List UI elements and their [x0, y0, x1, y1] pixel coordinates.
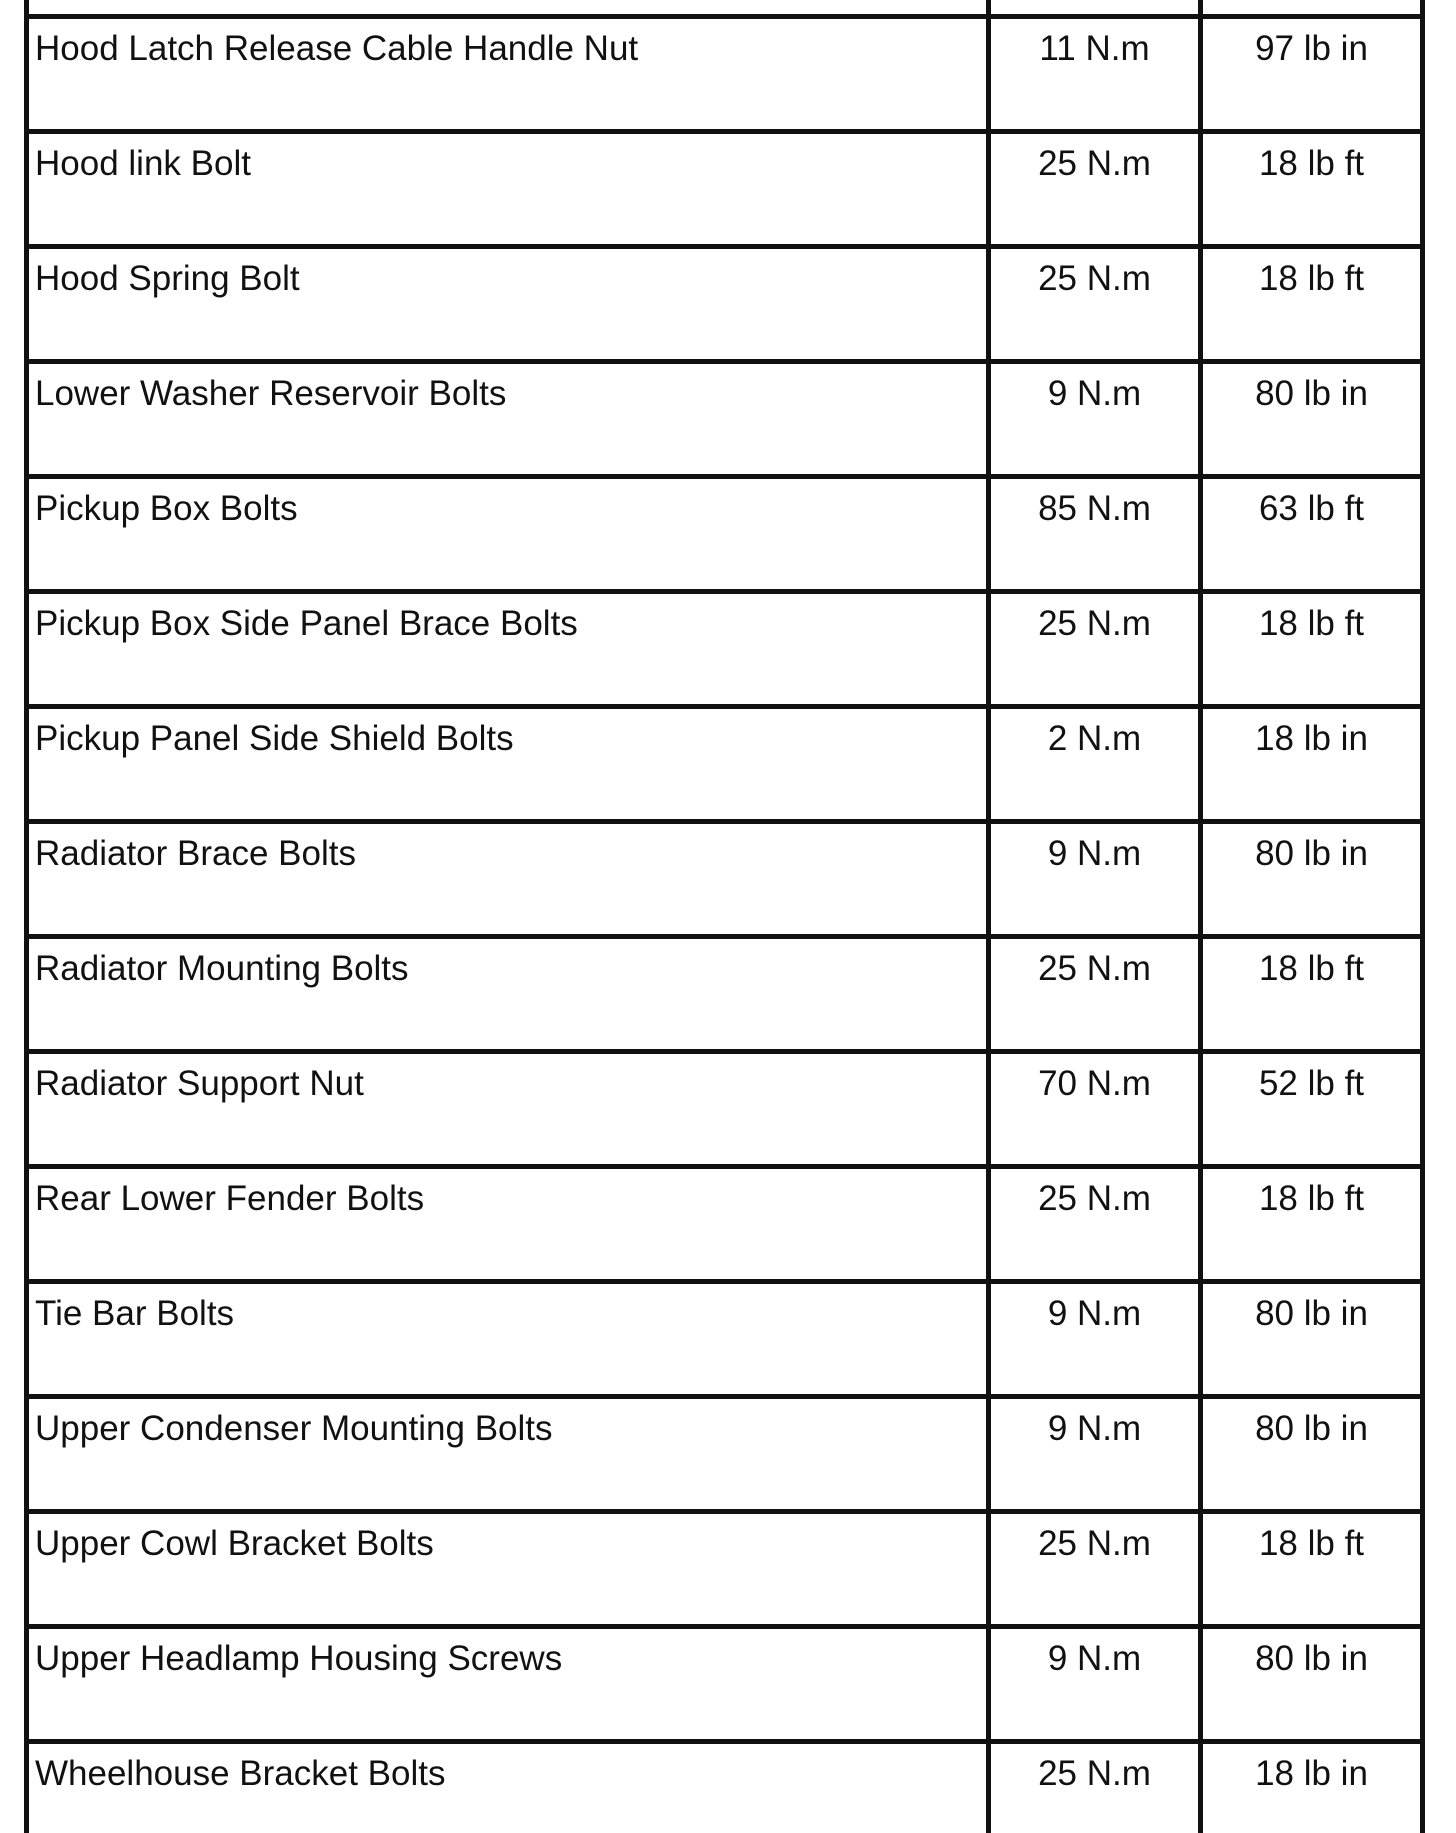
application-cell: [27, 1282, 989, 1397]
application-cell-text: Radiator Brace Bolts: [29, 824, 986, 874]
english-torque-cell-text: 18 lb ft: [1203, 1514, 1420, 1564]
application-cell-text: Rear Lower Fender Bolts: [29, 1169, 986, 1219]
metric-torque-cell: [989, 17, 1201, 132]
application-cell-text: Hood Latch Release Cable Handle Nut: [29, 19, 986, 69]
english-torque-cell-text: 18 lb ft: [1203, 594, 1420, 644]
metric-torque-cell-text: 25 N.m: [991, 1744, 1198, 1794]
english-torque-cell-text: 63 lb ft: [1203, 479, 1420, 529]
application-cell: [27, 362, 989, 477]
english-torque-cell: [1201, 247, 1423, 362]
metric-torque-cell: [989, 1742, 1201, 1833]
english-torque-cell: [1201, 1282, 1423, 1397]
english-torque-cell: [1201, 362, 1423, 477]
metric-torque-cell-text: 85 N.m: [991, 479, 1198, 529]
metric-torque-cell: [989, 822, 1201, 937]
table-cell-empty: [1201, 0, 1423, 17]
metric-torque-cell-text: 25 N.m: [991, 939, 1198, 989]
english-torque-cell: [1201, 477, 1423, 592]
english-torque-cell-text: 80 lb in: [1203, 1629, 1420, 1679]
metric-torque-cell-text: 2 N.m: [991, 709, 1198, 759]
table-row: [27, 17, 1423, 132]
application-cell-text: Pickup Box Bolts: [29, 479, 986, 529]
application-cell: [27, 822, 989, 937]
metric-torque-cell: [989, 1397, 1201, 1512]
application-cell: [27, 1052, 989, 1167]
table-row: [27, 1397, 1423, 1512]
application-cell-text: Radiator Support Nut: [29, 1054, 986, 1104]
application-cell: [27, 1512, 989, 1627]
table-row: [27, 1167, 1423, 1282]
application-cell-text: Upper Cowl Bracket Bolts: [29, 1514, 986, 1564]
application-cell: [27, 1397, 989, 1512]
table-row: [27, 247, 1423, 362]
english-torque-cell-text: 80 lb in: [1203, 364, 1420, 414]
application-cell: [27, 707, 989, 822]
english-torque-cell-text: 18 lb ft: [1203, 249, 1420, 299]
application-cell: [27, 1627, 989, 1742]
english-torque-cell: [1201, 1167, 1423, 1282]
metric-torque-cell-text: 9 N.m: [991, 1284, 1198, 1334]
english-torque-cell: [1201, 1627, 1423, 1742]
application-cell-text: Upper Headlamp Housing Screws: [29, 1629, 986, 1679]
torque-spec-table: [24, 0, 1425, 1833]
metric-torque-cell: [989, 362, 1201, 477]
metric-torque-cell: [989, 1627, 1201, 1742]
table-row: [27, 477, 1423, 592]
english-torque-cell-text: 52 lb ft: [1203, 1054, 1420, 1104]
metric-torque-cell: [989, 477, 1201, 592]
metric-torque-cell: [989, 132, 1201, 247]
application-cell-text: Tie Bar Bolts: [29, 1284, 986, 1334]
metric-torque-cell-text: 9 N.m: [991, 1629, 1198, 1679]
english-torque-cell-text: 18 lb in: [1203, 1744, 1420, 1794]
metric-torque-cell-text: 70 N.m: [991, 1054, 1198, 1104]
application-cell: [27, 17, 989, 132]
application-cell: [27, 592, 989, 707]
metric-torque-cell-text: 9 N.m: [991, 364, 1198, 414]
application-cell-text: Pickup Panel Side Shield Bolts: [29, 709, 986, 759]
english-torque-cell: [1201, 17, 1423, 132]
english-torque-cell: [1201, 1052, 1423, 1167]
table-row: [27, 1512, 1423, 1627]
metric-torque-cell-text: 25 N.m: [991, 249, 1198, 299]
english-torque-cell-text: 80 lb in: [1203, 1399, 1420, 1449]
metric-torque-cell: [989, 1282, 1201, 1397]
metric-torque-cell: [989, 707, 1201, 822]
metric-torque-cell-text: 25 N.m: [991, 1514, 1198, 1564]
english-torque-cell-text: 80 lb in: [1203, 824, 1420, 874]
metric-torque-cell: [989, 1512, 1201, 1627]
english-torque-cell-text: 18 lb ft: [1203, 939, 1420, 989]
application-cell-text: Hood link Bolt: [29, 134, 986, 184]
table-row: [27, 132, 1423, 247]
application-cell-text: Upper Condenser Mounting Bolts: [29, 1399, 986, 1449]
metric-torque-cell-text: 25 N.m: [991, 134, 1198, 184]
application-cell-text: Radiator Mounting Bolts: [29, 939, 986, 989]
table-cell-empty: [27, 0, 989, 17]
application-cell-text: Pickup Box Side Panel Brace Bolts: [29, 594, 986, 644]
application-cell: [27, 247, 989, 362]
english-torque-cell-text: 97 lb in: [1203, 19, 1420, 69]
application-cell: [27, 937, 989, 1052]
english-torque-cell: [1201, 1742, 1423, 1833]
english-torque-cell-text: 18 lb ft: [1203, 134, 1420, 184]
english-torque-cell: [1201, 132, 1423, 247]
table-row: [27, 937, 1423, 1052]
english-torque-cell-text: 80 lb in: [1203, 1284, 1420, 1334]
metric-torque-cell: [989, 937, 1201, 1052]
metric-torque-cell: [989, 247, 1201, 362]
english-torque-cell: [1201, 1512, 1423, 1627]
metric-torque-cell-text: 25 N.m: [991, 594, 1198, 644]
table-row: [27, 822, 1423, 937]
table-row: [27, 362, 1423, 477]
metric-torque-cell-text: 11 N.m: [991, 19, 1198, 69]
english-torque-cell-text: 18 lb in: [1203, 709, 1420, 759]
table-row: [27, 707, 1423, 822]
metric-torque-cell-text: 9 N.m: [991, 824, 1198, 874]
table-row: [27, 1052, 1423, 1167]
table-row: [27, 592, 1423, 707]
english-torque-cell: [1201, 1397, 1423, 1512]
table-cell-empty: [989, 0, 1201, 17]
metric-torque-cell-text: 9 N.m: [991, 1399, 1198, 1449]
english-torque-cell: [1201, 937, 1423, 1052]
english-torque-cell: [1201, 707, 1423, 822]
application-cell-text: Hood Spring Bolt: [29, 249, 986, 299]
table-row-partial-top: [27, 0, 1423, 17]
metric-torque-cell: [989, 1167, 1201, 1282]
application-cell: [27, 477, 989, 592]
english-torque-cell: [1201, 822, 1423, 937]
application-cell: [27, 132, 989, 247]
english-torque-cell: [1201, 592, 1423, 707]
metric-torque-cell-text: 25 N.m: [991, 1169, 1198, 1219]
table-row: [27, 1742, 1423, 1833]
application-cell: [27, 1167, 989, 1282]
english-torque-cell-text: 18 lb ft: [1203, 1169, 1420, 1219]
metric-torque-cell: [989, 592, 1201, 707]
table-row: [27, 1282, 1423, 1397]
application-cell-text: Lower Washer Reservoir Bolts: [29, 364, 986, 414]
torque-spec-table-body: [27, 0, 1423, 1833]
table-row: [27, 1627, 1423, 1742]
application-cell-text: Wheelhouse Bracket Bolts: [29, 1744, 986, 1794]
metric-torque-cell: [989, 1052, 1201, 1167]
application-cell: [27, 1742, 989, 1833]
